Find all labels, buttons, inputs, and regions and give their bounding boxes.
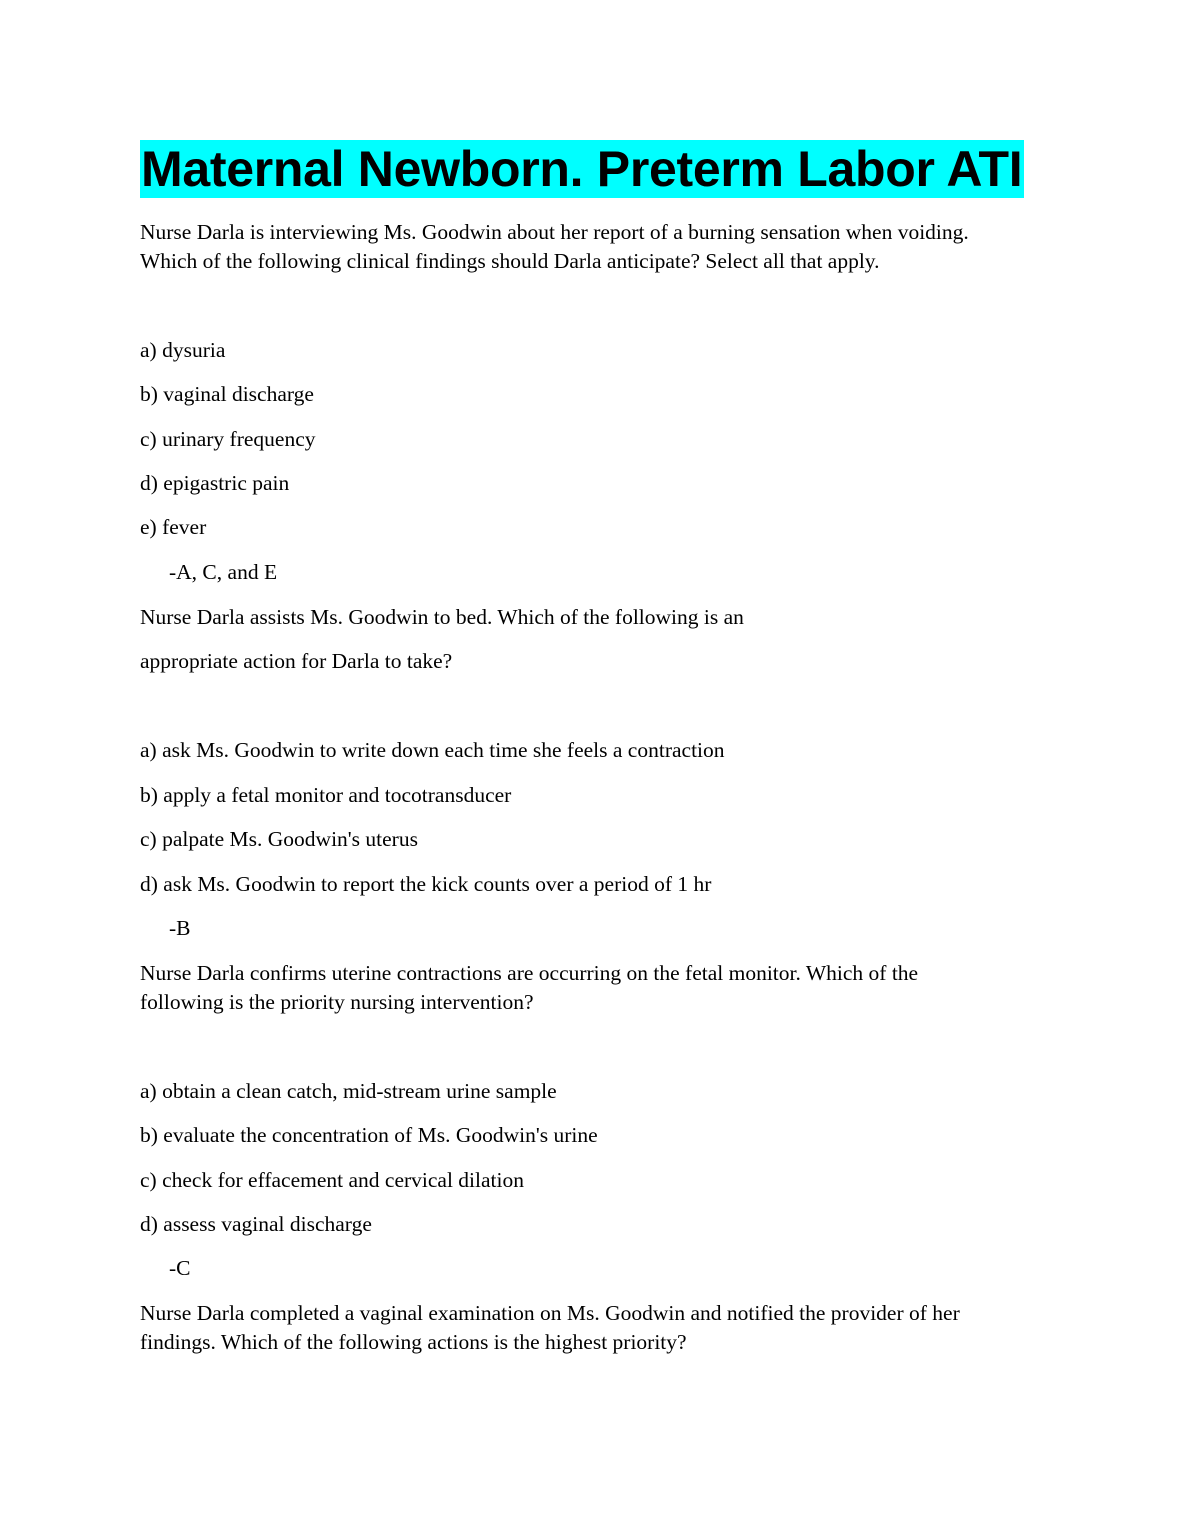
- question-1-option-b: b) vaginal discharge: [140, 382, 314, 406]
- question-3-option-b: b) evaluate the concentration of Ms. Goodwin's urine: [140, 1123, 598, 1147]
- question-3-answer: -C: [169, 1256, 191, 1280]
- document-title-block: [140, 140, 1024, 198]
- question-2-option-b: b) apply a fetal monitor and tocotransducer: [140, 783, 512, 807]
- question-3-option-d: d) assess vaginal discharge: [140, 1212, 372, 1236]
- question-3-stem-line-2: following is the priority nursing intervention?: [140, 990, 534, 1014]
- question-1-stem-line-1: Nurse Darla is interviewing Ms. Goodwin about her report of a burning sensation when voiding.: [140, 220, 969, 244]
- question-1-option-e: e) fever: [140, 515, 207, 539]
- question-4-stem-line-2: findings. Which of the following actions is the highest priority?: [140, 1330, 687, 1354]
- question-1-answer: -A, C, and E: [169, 560, 278, 584]
- question-1-option-a: a) dysuria: [140, 338, 226, 362]
- question-3-stem-line-1: Nurse Darla confirms uterine contractions are occurring on the fetal monitor. Which of the: [140, 961, 919, 985]
- question-2-option-a: a) ask Ms. Goodwin to write down each time she feels a contraction: [140, 738, 725, 762]
- question-3-option-c: c) check for effacement and cervical dilation: [140, 1168, 524, 1192]
- question-2-answer: -B: [169, 916, 191, 940]
- question-4-stem-line-1: Nurse Darla completed a vaginal examination on Ms. Goodwin and notified the provider of her: [140, 1301, 960, 1325]
- question-2-stem-line-2: appropriate action for Darla to take?: [140, 649, 453, 673]
- question-1-stem-line-2: Which of the following clinical findings should Darla anticipate? Select all that apply.: [140, 249, 880, 273]
- question-1-option-d: d) epigastric pain: [140, 471, 290, 495]
- question-2-option-c: c) palpate Ms. Goodwin's uterus: [140, 827, 418, 851]
- question-2-option-d: d) ask Ms. Goodwin to report the kick counts over a period of 1 hr: [140, 872, 712, 896]
- document-title: Maternal Newborn. Preterm Labor ATI: [141, 141, 1023, 197]
- question-1-option-c: c) urinary frequency: [140, 427, 316, 451]
- question-3-option-a: a) obtain a clean catch, mid-stream urine sample: [140, 1079, 557, 1103]
- question-2-stem-line-1: Nurse Darla assists Ms. Goodwin to bed. Which of the following is an: [140, 605, 744, 629]
